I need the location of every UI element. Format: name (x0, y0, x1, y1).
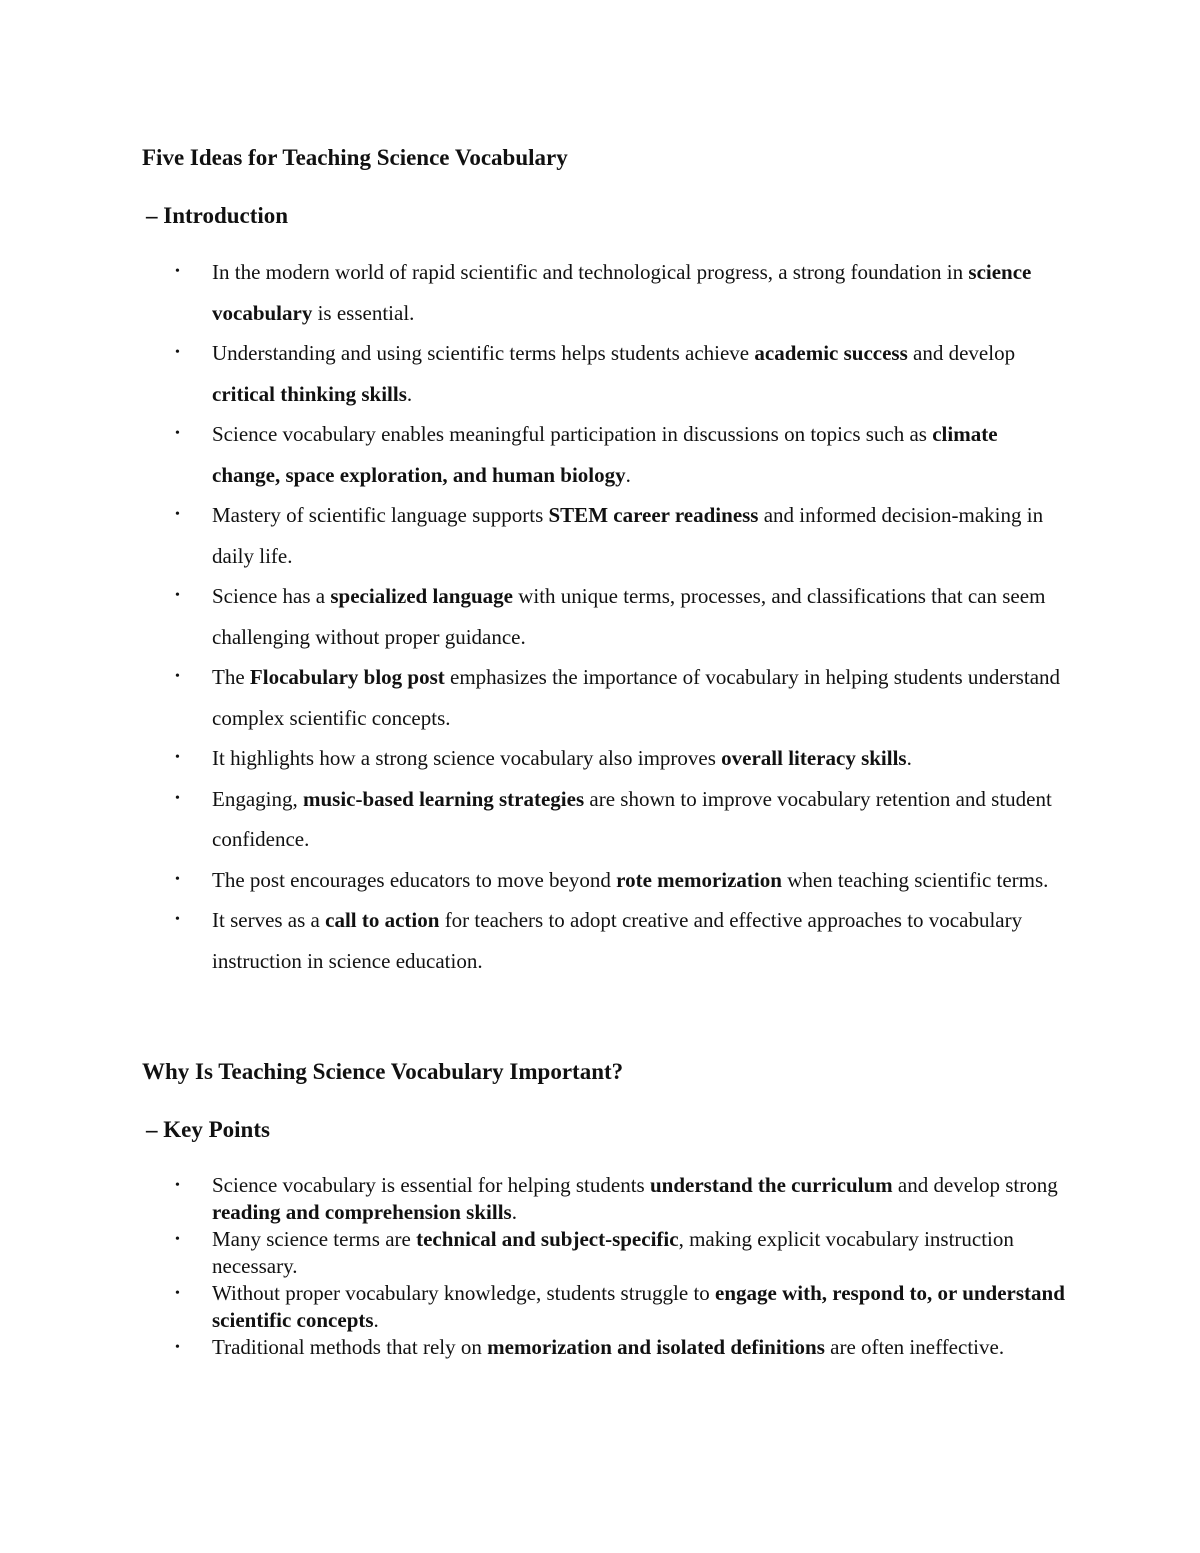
text-run: . (906, 746, 912, 770)
text-run: is essential. (312, 300, 415, 325)
text-run: Many science terms are (212, 1227, 417, 1251)
bullet-icon: • (175, 1232, 180, 1247)
text-run: Mastery of scientific language supports (212, 503, 549, 527)
bold-phrase: overall literacy skills (721, 746, 907, 770)
bold-phrase: critical thinking skills (212, 381, 407, 406)
bold-phrase: rote memorization (616, 867, 782, 892)
key-points-bullet-list (0, 1172, 1200, 1361)
list-item (0, 779, 1070, 860)
list-item (0, 738, 1070, 779)
text-run: Science has a (212, 584, 331, 608)
bold-phrase: climate change, space exploration, and human biology (212, 422, 998, 487)
text-run: The (212, 665, 250, 689)
text-run: . (406, 381, 413, 406)
bold-phrase: Flocabulary blog post (249, 665, 445, 689)
bullet-icon: • (175, 426, 180, 441)
list-item (0, 860, 1070, 901)
list-item (0, 333, 1070, 414)
text-run: The post encourages educators to move beyond (212, 867, 617, 892)
text-run: It serves as a (212, 908, 326, 932)
text-run: Science vocabulary is essential for helping students (212, 1173, 650, 1197)
text-run: for teachers to adopt creative and effective approaches to vocabulary instruction in science education. (212, 908, 1023, 973)
bold-phrase: academic success (754, 341, 908, 365)
introduction-bullet-list (0, 252, 1200, 981)
text-run: , making explicit vocabulary instruction necessary. (212, 1227, 1014, 1278)
bold-phrase: reading and comprehension skills (212, 1200, 512, 1224)
list-item (0, 657, 1070, 738)
list-item (0, 576, 1070, 657)
bold-phrase: engage with, respond to, or understand scientific concepts (212, 1281, 1065, 1332)
list-item (0, 414, 1070, 495)
text-run: . (373, 1308, 379, 1332)
bold-phrase: understand the curriculum (649, 1173, 893, 1197)
list-item (0, 1226, 1070, 1280)
text-run: and develop (907, 341, 1016, 365)
bullet-icon: • (175, 264, 180, 279)
bold-phrase: music-based learning strategies (302, 786, 585, 811)
section-heading-why-important: Why Is Teaching Science Vocabulary Important? (142, 1059, 624, 1084)
list-item (0, 1334, 1070, 1361)
bullet-icon: • (175, 1286, 180, 1301)
list-item (0, 252, 1070, 333)
introduction-subheading: – Introduction (146, 203, 289, 228)
text-run: are often ineffective. (824, 1335, 1005, 1359)
text-run: Engaging, (212, 786, 303, 811)
text-run: emphasizes the importance of vocabulary in helping students understand complex scientific concepts. (212, 665, 1061, 730)
bold-phrase: technical and subject-specific (416, 1227, 679, 1251)
bullet-icon: • (175, 912, 180, 927)
bullet-icon: • (175, 345, 180, 360)
bold-phrase: call to action (325, 908, 440, 932)
bold-phrase: STEM career readiness (548, 503, 759, 527)
list-item (0, 1172, 1070, 1226)
text-run: Science vocabulary enables meaningful participation in discussions on topics such as (212, 422, 933, 446)
bullet-icon: • (175, 507, 180, 522)
bullet-icon: • (175, 871, 180, 887)
text-run: In the modern world of rapid scientific and technological progress, a strong foundation in (212, 260, 969, 284)
list-item (0, 495, 1070, 576)
text-run: with unique terms, processes, and classifications that can seem challenging without proper guidance. (212, 584, 1046, 649)
bullet-icon: • (175, 750, 180, 765)
text-run: and develop strong (892, 1173, 1058, 1197)
text-run: . (625, 462, 631, 487)
bold-phrase: science vocabulary (212, 260, 1032, 325)
list-item (0, 900, 1070, 981)
text-run: Traditional methods that rely on (212, 1335, 488, 1359)
bold-phrase: memorization and isolated definitions (487, 1335, 825, 1359)
bullet-icon: • (175, 1178, 180, 1193)
bullet-icon: • (175, 669, 180, 684)
text-run: are shown to improve vocabulary retention and student confidence. (212, 786, 1052, 851)
key-points-subheading: – Key Points (146, 1117, 270, 1142)
bullet-icon: • (175, 588, 180, 603)
text-run: when teaching scientific terms. (781, 867, 1049, 892)
text-run: and informed decision-making in daily life. (212, 503, 1044, 568)
bullet-icon: • (175, 790, 180, 806)
text-run: . (511, 1200, 517, 1224)
text-run: It highlights how a strong science vocabulary also improves (212, 746, 722, 770)
text-run: Without proper vocabulary knowledge, students struggle to (212, 1281, 716, 1305)
bold-phrase: specialized language (330, 584, 513, 608)
text-run: Understanding and using scientific terms helps students achieve (212, 341, 755, 365)
bullet-icon: • (175, 1340, 180, 1355)
document-title: Five Ideas for Teaching Science Vocabulary (142, 145, 568, 170)
list-item (0, 1280, 1070, 1334)
